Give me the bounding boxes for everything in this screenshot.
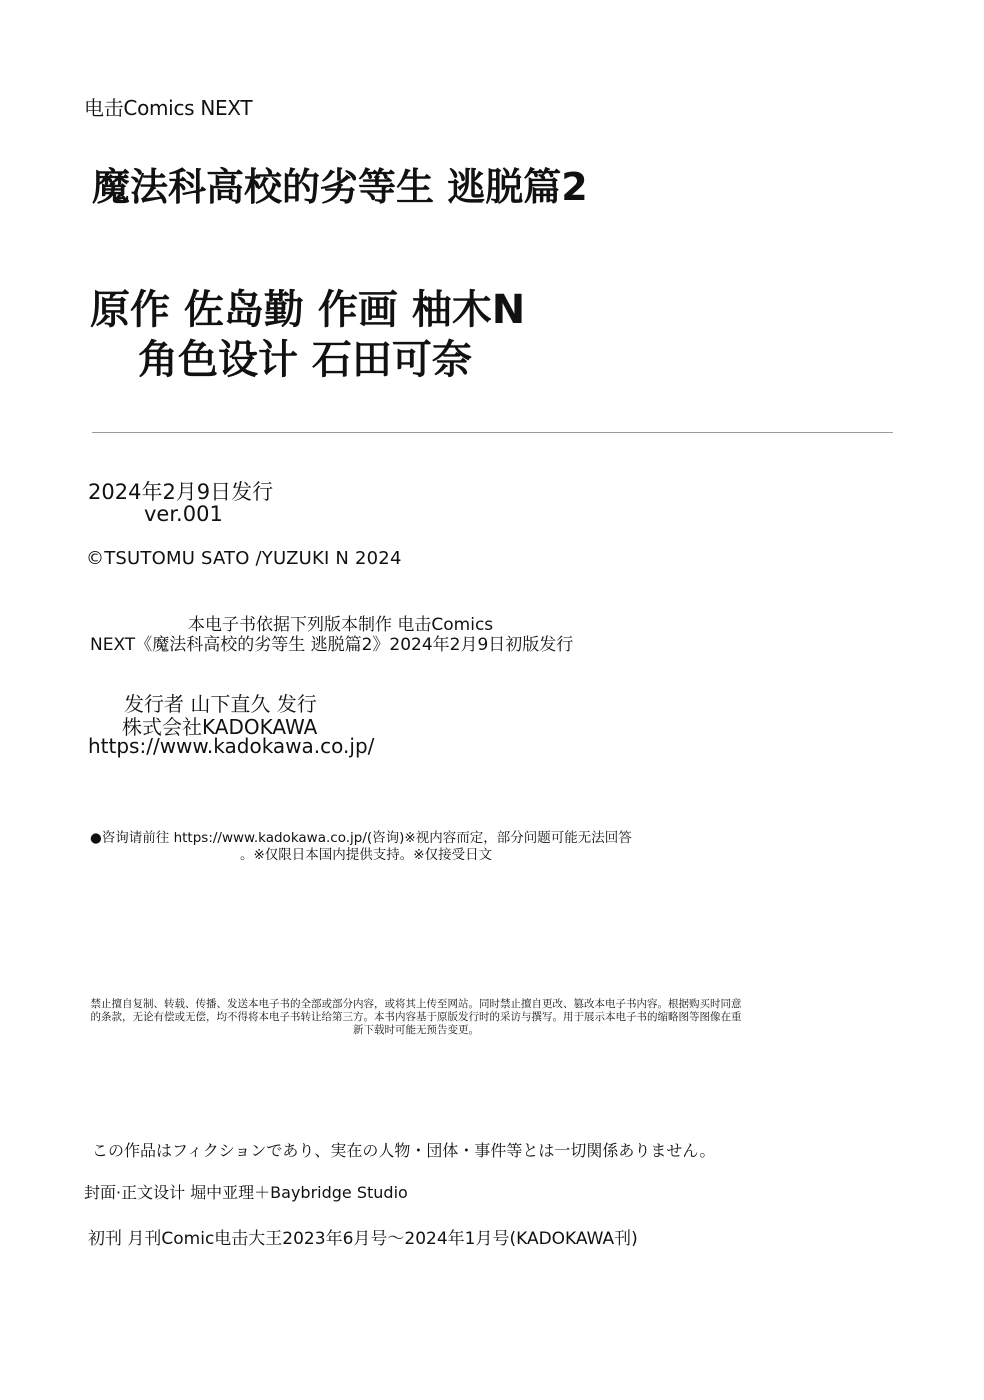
publisher-url: https://www.kadokawa.co.jp/ (88, 734, 375, 758)
divider (92, 432, 893, 433)
legal-notice: 禁止擅自复制、转载、传播、发送本电子书的全部或部分内容，或将其上传至网站。同时禁止擅自更改、篡改本电子书内容。根据购买时同意的条款，无论有偿或无偿，均不得将本电子书转让给第三方。本书内容基于原版发行时的采访与撰写。用于展示本电子书的缩略图等图像在重新下载时可能无预告变更。 (90, 998, 742, 1036)
copyright-notice: ©TSUTOMU SATO /YUZUKI N 2024 (86, 548, 402, 569)
publisher-line-1: 发行者 山下直久 发行 (124, 692, 317, 716)
credits-author-artist: 原作 佐岛勤 作画 柚木N (90, 287, 526, 333)
imprint-label: 电击Comics NEXT (84, 96, 253, 120)
book-title: 魔法科高校的劣等生 逃脱篇2 (92, 165, 588, 209)
inquiry-line-1: ●咨询请前往 https://www.kadokawa.co.jp/(咨询)※视内容而定，部分问题可能无法回答 (90, 830, 632, 846)
publication-date: 2024年2月9日发行 (88, 480, 274, 504)
publisher-line-2: 株式会社KADOKAWA (122, 715, 318, 739)
inquiry-line-2: 。※仅限日本国内提供支持。※仅接受日文 (240, 847, 493, 863)
version-label: ver.001 (144, 502, 223, 526)
fiction-disclaimer: この作品はフィクションであり、実在の人物・団体・事件等とは一切関係ありません。 (92, 1141, 716, 1160)
edition-basis-line-2: NEXT《魔法科高校的劣等生 逃脱篇2》2024年2月9日初版发行 (90, 635, 574, 655)
design-credit: 封面·正文设计 堀中亚理＋Baybridge Studio (84, 1183, 408, 1202)
serialization-info: 初刊 月刊Comic电击大王2023年6月号～2024年1月号(KADOKAWA刊) (88, 1229, 638, 1249)
credits-character-design: 角色设计 石田可奈 (138, 337, 472, 383)
edition-basis-line-1: 本电子书依据下列版本制作 电击Comics (188, 615, 494, 635)
